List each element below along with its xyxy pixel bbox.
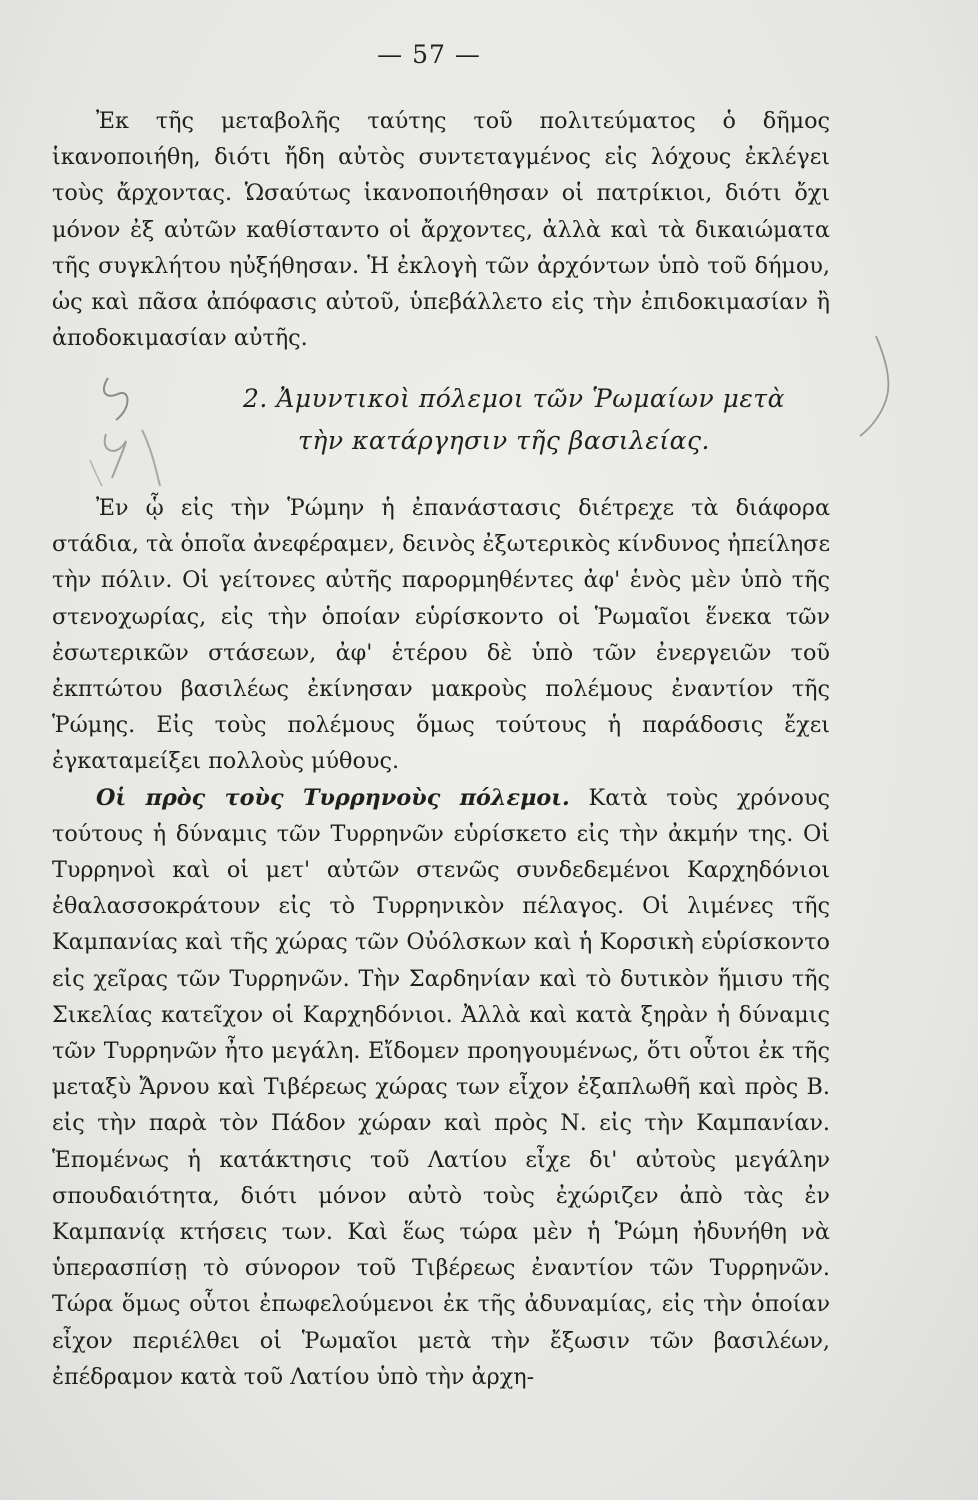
section-heading [0,378,978,462]
paragraph-tyrrhenian-wars [52,780,830,1395]
intro-paragraph-block [52,103,830,356]
section-heading-line-2: τὴν κατάργησιν τῆς βασιλείας. [298,426,710,455]
paragraph-external-danger: Ἐν ᾧ εἰς τὴν Ῥώμην ἡ ἐπανάστασις διέτρεχε τὰ διάφορα στάδια, τὰ ὁποῖα ἀνεφέραμεν, δεινὸς ἐξωτερικὸς κίνδυνος ἠπείλησε τὴν πόλιν. Οἱ γείτονες αὐτῆς παρορμηθέντες ἀφ' ἑνὸς μὲν ὑπὸ τῆς στενοχωρίας, εἰς τὴν ὁποίαν εὑρίσκοντο οἱ Ῥωμαῖοι ἕνεκα τῶν ἐσωτερικῶν στάσεων, ἀφ' ἑτέρου δὲ ὑπὸ τῶν ἐνεργειῶν τοῦ ἐκπτώτου βασιλέως ἐκίνησαν μακροὺς πολέμους ἐναντίον τῆς Ῥώμης. Εἰς τοὺς πολέμους ὅμως τούτους ἡ παράδοσις ἔχει ἐγκαταμείξει πολλοὺς μύθους. [52,495,830,775]
paragraph-text: Κατὰ τοὺς χρόνους τούτους ἡ δύναμις τῶν Τυρρηνῶν εὑρίσκετο εἰς τὴν ἀκμήν της. Οἱ Τυρρηνοὶ καὶ οἱ μετ' αὐτῶν στενῶς συνδεδεμένοι Καρχηδόνιοι ἐθαλασσοκράτουν εἰς τὸ Τυρρηνικὸν πέλαγος. Οἱ λιμένες τῆς Καμπανίας καὶ τῆς χώρας τῶν Οὐόλσκων καὶ ἡ Κορσικὴ εὑρίσκοντο εἰς χεῖρας τῶν Τυρρηνῶν. Τὴν Σαρδηνίαν καὶ τὸ δυτικὸν ἥμισυ τῆς Σικελίας κατεῖχον οἱ Καρχηδόνιοι. Ἀλλὰ καὶ κατὰ ξηρὰν ἡ δύναμις τῶν Τυρρηνῶν ἦτο μεγάλη. Εἴδομεν προηγουμένως, ὅτι οὗτοι ἐκ τῆς μεταξὺ Ἄρνου καὶ Τιβέρεως χώρας των εἶχον ἐξαπλωθῆ καὶ πρὸς Β. εἰς τὴν παρὰ τὸν Πάδον χώραν καὶ πρὸς Ν. εἰς τὴν Καμπανίαν. Ἑπομένως ἡ κατάκτησις τοῦ Λατίου εἶχε δι' αὐτοὺς μεγάλην σπουδαιότητα, διότι μόνον αὐτὸ τοὺς ἐχώριζεν ἀπὸ τὰς ἐν Καμπανίᾳ κτήσεις των. Καὶ ἕως τώρα μὲν ἡ Ῥώμη ἠδυνήθη νὰ ὑπερασπίσῃ τὸ σύνορον τοῦ Τιβέρεως ἐναντίον τῶν Τυρρηνῶν. Τώρα ὅμως οὗτοι ἐπωφελούμενοι ἐκ τῆς ἀδυναμίας, εἰς τὴν ὁποίαν εἶχον περιέλθει οἱ Ῥωμαῖοι μετὰ τὴν ἔξωσιν τῶν βασιλέων, ἐπέδραμον κατὰ τοῦ Λατίου ὑπὸ τὴν ἀρχη- [52,784,830,1390]
page-number: — 57 — [377,40,481,69]
section-heading-line-1: 2. Ἀμυντικοὶ πόλεμοι τῶν Ῥωμαίων μετὰ [243,384,785,413]
intro-paragraph: Ἐκ τῆς μεταβολῆς ταύτης τοῦ πολιτεύματος ὁ δῆμος ἱκανοποιήθη, διότι ἤδη αὐτὸς συντεταγμένος εἰς λόχους ἐκλέγει τοὺς ἄρχοντας. Ὡσαύτως ἱκανοποιήθησαν οἱ πατρίκιοι, διότι ὄχι μόνον ἐξ αὐτῶν καθίσταντο οἱ ἄρχοντες, ἀλλὰ καὶ τὰ δικαιώματα τῆς συγκλήτου ηὐξήθησαν. Ἡ ἐκλογὴ τῶν ἀρχόντων ὑπὸ τοῦ δήμου, ὡς καὶ πᾶσα ἀπόφασις αὐτοῦ, ὑπεβάλλετο εἰς τὴν ἐπιδοκιμασίαν ἢ ἀποδοκιμασίαν αὐτῆς. [52,108,830,352]
paragraph-subheading: Οἱ πρὸς τοὺς Τυρρηνοὺς πόλεμοι. [96,784,570,811]
main-text-block [52,490,830,1395]
